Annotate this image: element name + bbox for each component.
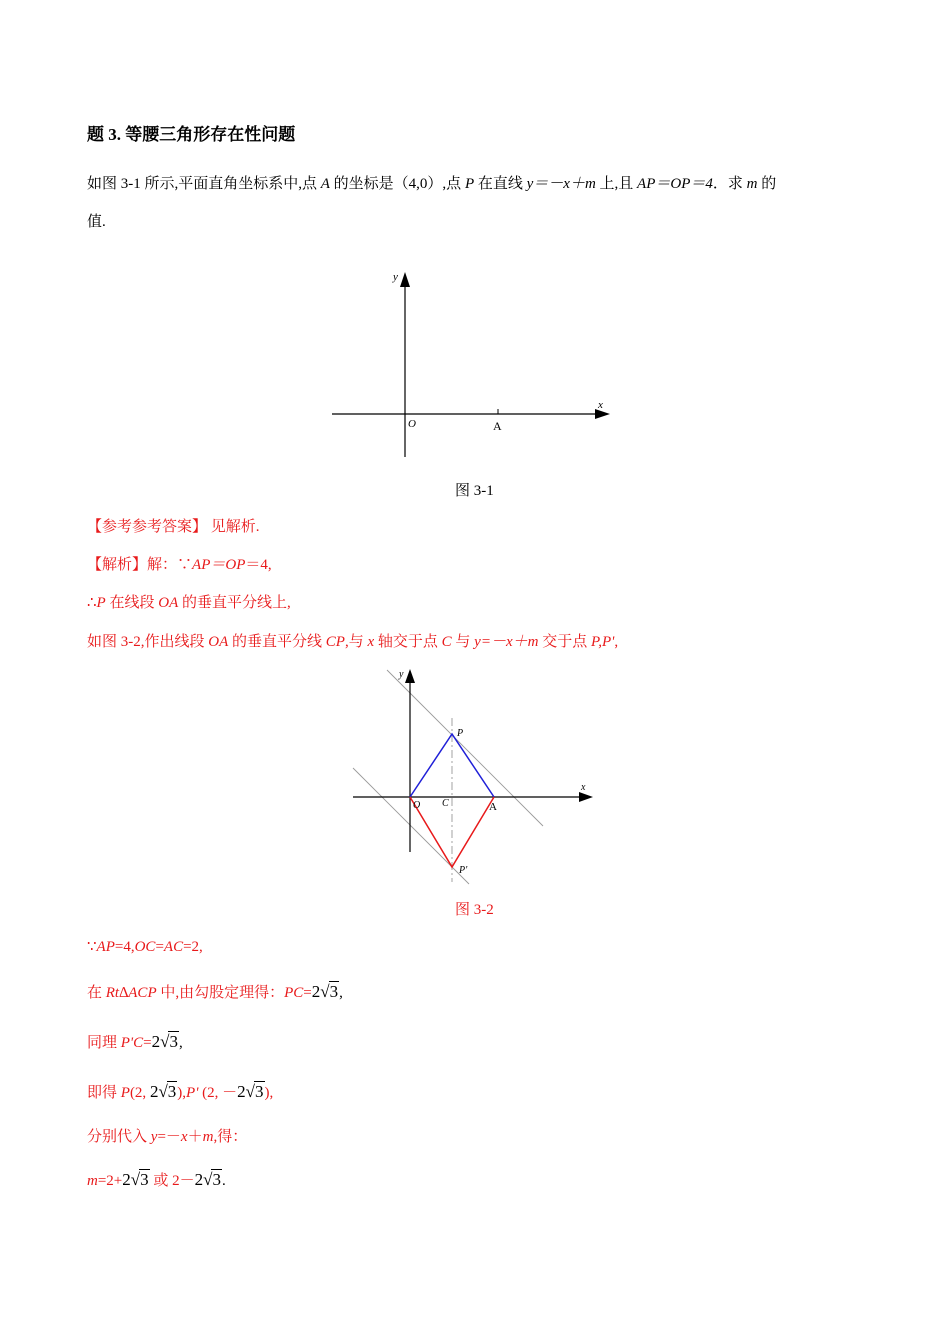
sqrt-expression: 2√3 xyxy=(151,1032,178,1051)
y-axis-label: y xyxy=(393,271,398,283)
step-5: 分别代入 y=－x＋m,得： xyxy=(87,1129,248,1145)
problem-line-1: 如图 3-1 所示,平面直角坐标系中,点 A 的坐标是（4,0）,点 P 在直线 y＝－x＋m 上,且 AP＝OP＝4．求 m 的 xyxy=(87,176,777,192)
figure-3-1-caption: 图 3-1 xyxy=(455,483,494,499)
y-axis-label: y xyxy=(399,669,404,680)
step-6: m=2+2√3 或 2－2√3. xyxy=(87,1170,226,1189)
analysis-line-2: ∴P 在线段 OA 的垂直平分线上, xyxy=(87,595,291,611)
step-3: 同理 P'C=2√3, xyxy=(87,1032,183,1051)
sqrt-expression: 2√3 xyxy=(149,1082,177,1101)
step-4: 即得 P(2, 2√3),P' (2, －2√3), xyxy=(87,1082,274,1101)
step-1: ∵AP=4,OC=AC=2, xyxy=(87,939,203,955)
x-axis-label: x xyxy=(598,399,603,411)
point-p-prime-label: P' xyxy=(459,865,468,876)
y-axis-arrow xyxy=(400,272,410,287)
section-title: 题 3. 等腰三角形存在性问题 xyxy=(87,125,296,144)
sqrt-expression: 2√3 xyxy=(237,1082,264,1101)
point-p-label: P xyxy=(457,728,464,739)
point-a-label: A xyxy=(489,801,497,813)
point-c-label: C xyxy=(442,798,449,809)
analysis-line-1: 【解析】解：∵AP＝OP＝4, xyxy=(87,557,272,573)
answer-line: 【参考参考答案】 见解析. xyxy=(87,519,260,535)
origin-label: O xyxy=(413,800,421,811)
problem-line-2: 值. xyxy=(87,214,106,230)
x-axis-arrow xyxy=(579,792,593,802)
y-axis-arrow xyxy=(405,669,415,683)
sqrt-expression: 2√3 xyxy=(122,1170,149,1189)
step-2: 在 Rt∆ACP 中,由勾股定理得：PC=2√3, xyxy=(87,982,343,1001)
point-a-label: A xyxy=(493,419,502,433)
figure-3-2-caption: 图 3-2 xyxy=(455,902,494,918)
sqrt-expression: 2√3 xyxy=(194,1170,221,1189)
figure-3-2 xyxy=(345,660,605,890)
origin-label: O xyxy=(408,418,416,430)
x-axis-label: x xyxy=(581,782,586,793)
analysis-line-3: 如图 3-2,作出线段 OA 的垂直平分线 CP,与 x 轴交于点 C 与 y=－x＋m 交于点 P,P', xyxy=(87,634,619,650)
sqrt-expression: 2√3 xyxy=(311,982,339,1001)
figure-3-1 xyxy=(320,262,620,462)
